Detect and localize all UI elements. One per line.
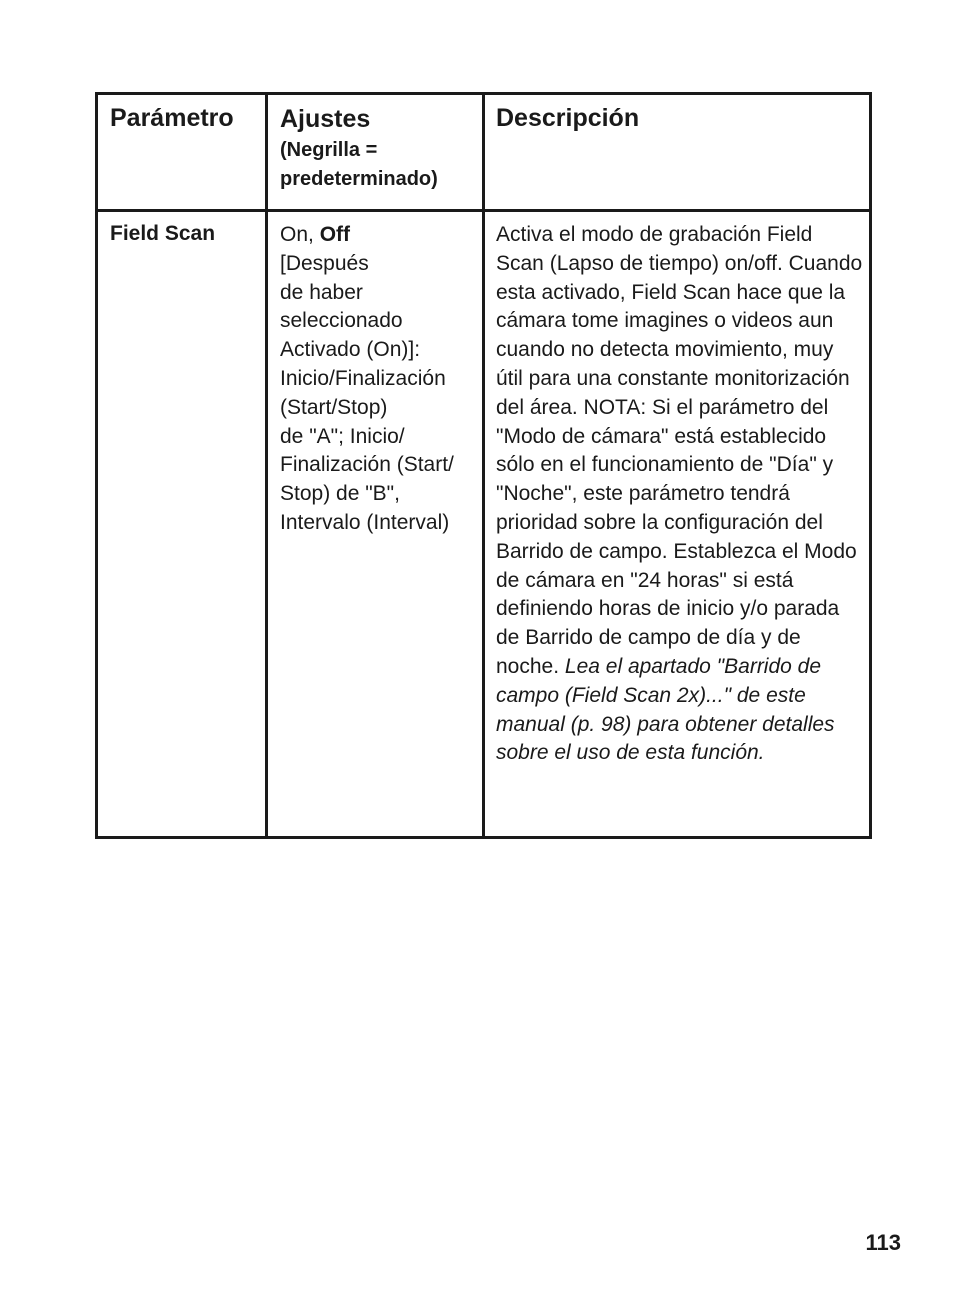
cell-description — [484, 211, 871, 838]
description-reference: Lea el apartado "Barrido de campo (Field Scan 2x)..." de este manual (p. 98) para obtener detalles sobre el uso de esta función. — [496, 654, 835, 765]
cell-settings — [267, 211, 484, 838]
settings-off-default: Off — [319, 223, 351, 246]
settings-line: Activado (On)]: — [280, 338, 421, 362]
header-settings-note-line2: predeterminado) — [280, 168, 438, 190]
settings-line: seleccionado — [280, 309, 403, 333]
settings-line: de haber — [280, 280, 363, 304]
header-settings-note — [280, 136, 482, 194]
settings-line: de "A"; Inicio/ — [280, 424, 405, 448]
header-settings-label: Ajustes — [280, 105, 371, 133]
cell-parameter — [97, 211, 267, 838]
settings-on: On, — [280, 223, 320, 246]
parameter-name: Field Scan — [110, 222, 216, 245]
settings-line: Intervalo (Interval) — [280, 510, 450, 534]
header-parameter — [97, 94, 267, 211]
header-description — [484, 94, 871, 211]
description-text: Activa el modo de grabación Field Scan (Lapso de tiempo) on/off. Cuando esta activado, Field Scan hace que la cámara tome imagines o videos aun cuando no detecta movimiento, muy útil para una constante monitorización del área. NOTA: Si el parámetro del "Modo de cámara" está establecido sólo en el funcionamiento de "Día" y "Noche", este parámetro tendrá prioridad sobre la configuración del Barrido de campo. Establezca el Modo de cámara en "24 horas" si está definiendo horas de inicio y/o parada de Barrido de campo de día y de noche. — [496, 223, 863, 678]
settings-line: Inicio/Finalización — [280, 366, 446, 390]
header-description-label: Descripción — [496, 104, 640, 132]
table-row — [97, 211, 871, 838]
page-number: 113 — [865, 1230, 901, 1255]
parameter-table — [95, 92, 872, 839]
header-settings-note-line1: (Negrilla = — [280, 139, 378, 161]
table-header-row — [97, 94, 871, 211]
settings-line: Finalización (Start/ — [280, 453, 454, 477]
settings-line: [Después — [280, 251, 369, 275]
settings-line: (Start/Stop) — [280, 395, 388, 419]
header-parameter-label: Parámetro — [110, 104, 234, 132]
header-settings — [267, 94, 484, 211]
settings-line: Stop) de "B", — [280, 482, 400, 506]
